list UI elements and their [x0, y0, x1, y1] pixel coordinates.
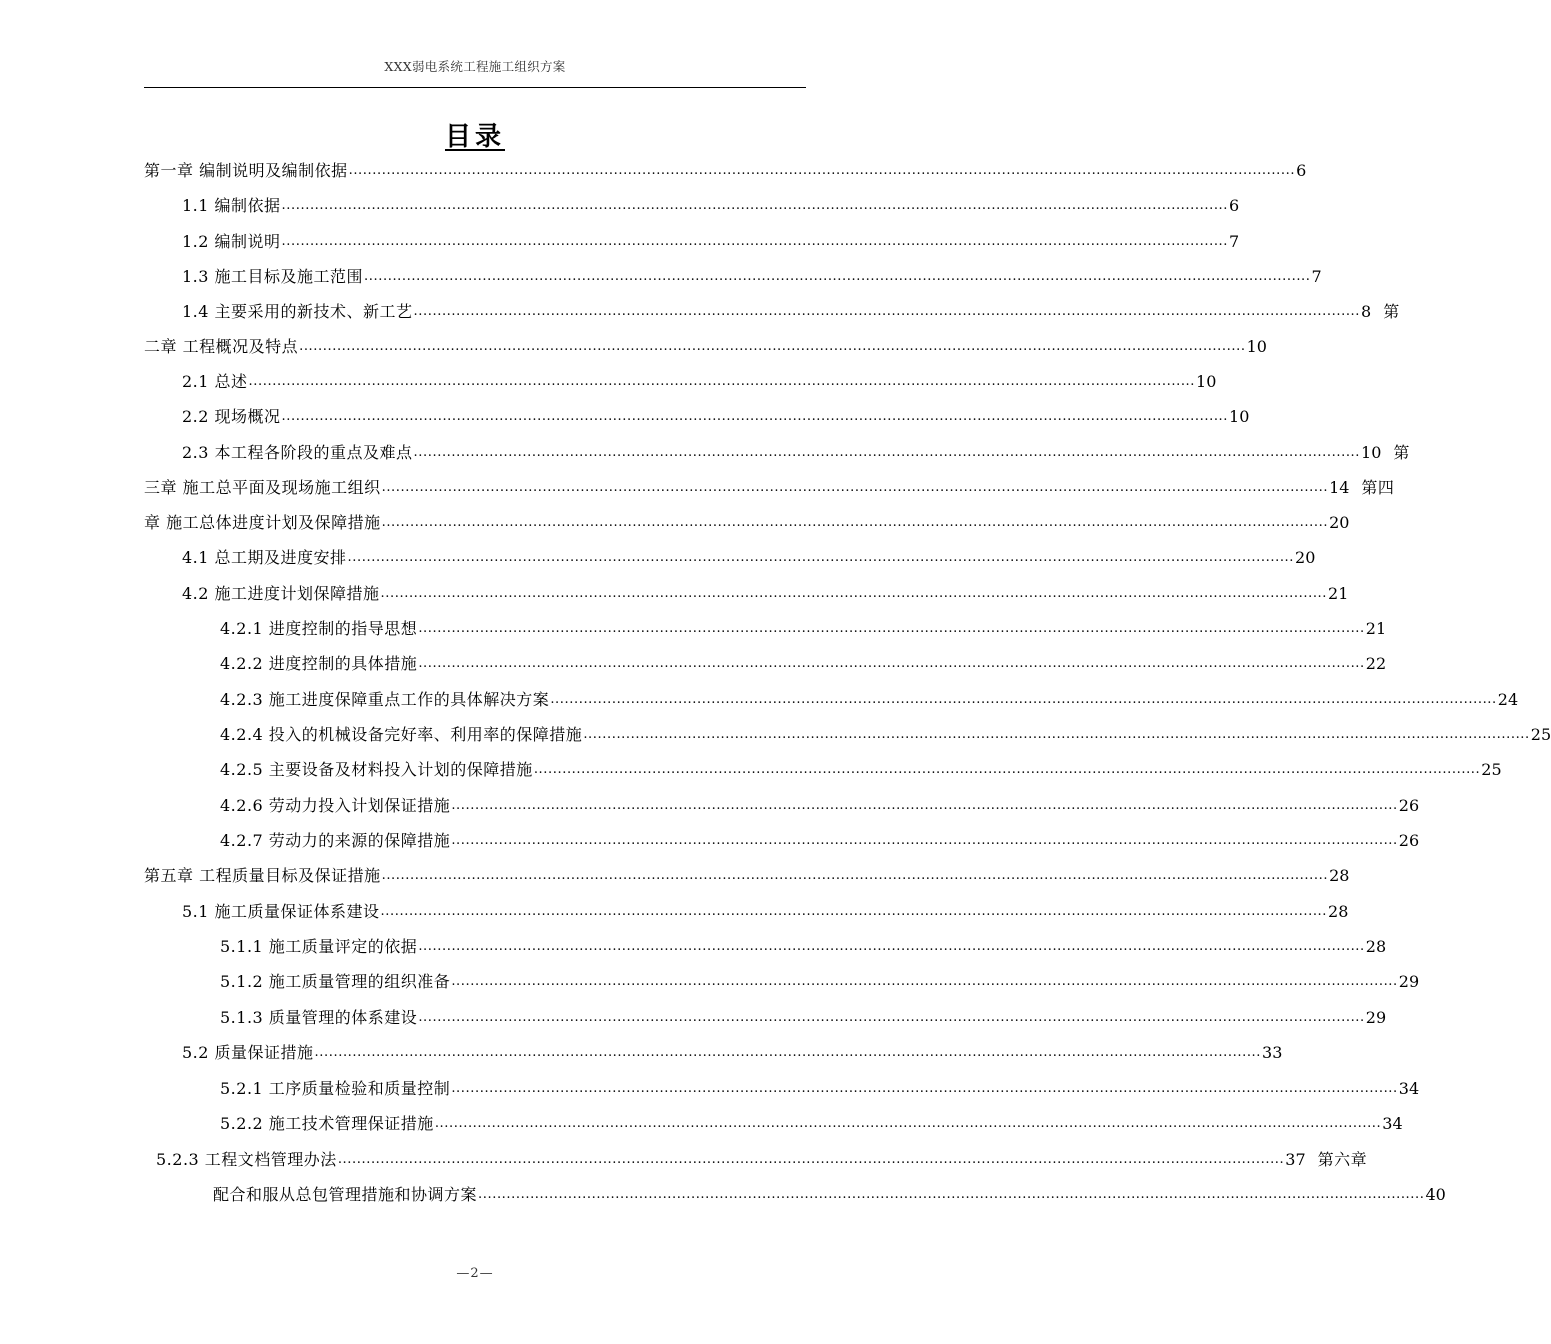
toc-entry[interactable]	[220, 1004, 1387, 1028]
toc-leader-dots: ........................................................................................................................................................................................................	[281, 409, 1229, 424]
toc-entry-page: 10	[1196, 372, 1217, 391]
toc-entry[interactable]	[182, 544, 1316, 568]
toc-leader-dots: ........................................................................................................................................................................................................	[348, 163, 1296, 178]
toc-entry[interactable]	[144, 333, 1267, 357]
toc-entry-page: 10	[1361, 443, 1382, 462]
toc-entry-continuation: 第六章	[1317, 1150, 1368, 1169]
page-number: —2—	[456, 1266, 494, 1281]
toc-entry-page: 28	[1329, 866, 1350, 885]
toc-entry[interactable]	[213, 1181, 1446, 1205]
toc-entry-page: 26	[1398, 796, 1420, 815]
toc-entry[interactable]	[182, 298, 1400, 322]
toc-entry-page: 37	[1285, 1150, 1306, 1169]
toc-leader-dots: ........................................................................................................................................................................................................	[418, 939, 1365, 954]
toc-entry-label: 4.2.2 进度控制的具体措施	[220, 654, 418, 673]
page-title	[0, 116, 950, 153]
toc-entry-label: 二章 工程概况及特点	[144, 337, 299, 356]
toc-entry[interactable]	[144, 157, 1307, 181]
toc-entry[interactable]	[220, 968, 1420, 992]
toc-entry-page: 25	[1530, 725, 1551, 744]
toc-entry-label: 三章 施工总平面及现场施工组织	[144, 478, 381, 497]
toc-entry-page: 22	[1365, 654, 1387, 673]
toc-entry[interactable]	[220, 792, 1420, 816]
toc-entry-label: 4.2.5 主要设备及材料投入计划的保障措施	[220, 760, 533, 779]
toc-entry-label: 4.1 总工期及进度安排	[182, 548, 347, 567]
toc-entry[interactable]	[182, 580, 1349, 604]
toc-entry-page: 40	[1425, 1185, 1446, 1204]
toc-entry[interactable]	[182, 192, 1240, 216]
toc-entry-label: 2.1 总述	[182, 372, 248, 391]
toc-leader-dots: ........................................................................................................................................................................................................	[413, 304, 1361, 319]
toc-entry-label: 1.4 主要采用的新技术、新工艺	[182, 302, 413, 321]
toc-leader-dots: ........................................................................................................................................................................................................	[550, 692, 1497, 707]
toc-leader-dots: ........................................................................................................................................................................................................	[434, 1116, 1382, 1131]
toc-entry-label: 5.1 施工质量保证体系建设	[182, 902, 380, 921]
toc-entry-page: 7	[1229, 232, 1240, 251]
toc-entry-continuation: 第四	[1361, 478, 1395, 497]
toc-entry-label: 4.2.7 劳动力的来源的保障措施	[220, 831, 451, 850]
page-title-text: 目录	[444, 122, 505, 152]
toc-entry-label: 4.2.1 进度控制的指导思想	[220, 619, 418, 638]
toc-entry-page: 29	[1365, 1008, 1387, 1027]
toc-entry-label: 1.2 编制说明	[182, 232, 281, 251]
toc-entry-page: 21	[1365, 619, 1387, 638]
toc-entry-continuation: 第	[1393, 443, 1410, 462]
toc-leader-dots: ........................................................................................................................................................................................................	[347, 550, 1295, 565]
toc-entry-page: 7	[1311, 267, 1322, 286]
toc-leader-dots: ........................................................................................................................................................................................................	[381, 515, 1329, 530]
toc-entry[interactable]	[182, 898, 1349, 922]
toc-entry-label: 4.2 施工进度计划保障措施	[182, 584, 380, 603]
toc-entry-label: 章 施工总体进度计划及保障措施	[144, 513, 381, 532]
toc-entry-label: 4.2.6 劳动力投入计划保证措施	[220, 796, 451, 815]
toc-entry-label: 5.2.1 工序质量检验和质量控制	[220, 1079, 451, 1098]
toc-entry-label: 5.2.3 工程文档管理办法	[156, 1150, 337, 1169]
toc-leader-dots: ........................................................................................................................................................................................................	[248, 374, 1196, 389]
toc-leader-dots: ........................................................................................................................................................................................................	[381, 868, 1329, 883]
toc-entry-page: 26	[1398, 831, 1420, 850]
toc-leader-dots: ........................................................................................................................................................................................................	[451, 1081, 1398, 1096]
toc-entry[interactable]	[182, 228, 1240, 252]
toc-entry-page: 33	[1262, 1043, 1283, 1062]
toc-leader-dots: ........................................................................................................................................................................................................	[583, 727, 1530, 742]
toc-leader-dots: ........................................................................................................................................................................................................	[451, 974, 1398, 989]
toc-entry-label: 5.2 质量保证措施	[182, 1043, 314, 1062]
toc-entry[interactable]	[220, 933, 1387, 957]
toc-entry[interactable]	[156, 1146, 1368, 1170]
toc-leader-dots: ........................................................................................................................................................................................................	[364, 269, 1311, 284]
toc-entry-page: 28	[1328, 902, 1349, 921]
toc-entry-page: 8	[1361, 302, 1372, 321]
toc-leader-dots: ........................................................................................................................................................................................................	[451, 798, 1398, 813]
toc-leader-dots: ........................................................................................................................................................................................................	[418, 621, 1365, 636]
toc-entry-continuation: 第	[1383, 302, 1400, 321]
toc-entry-label: 第五章 工程质量目标及保证措施	[144, 866, 381, 885]
toc-leader-dots: ........................................................................................................................................................................................................	[478, 1187, 1425, 1202]
toc-entry[interactable]	[182, 403, 1250, 427]
toc-entry[interactable]	[220, 1075, 1420, 1099]
toc-entry-page: 34	[1398, 1079, 1420, 1098]
toc-leader-dots: ........................................................................................................................................................................................................	[413, 445, 1361, 460]
toc-entry[interactable]	[220, 1110, 1403, 1134]
toc-leader-dots: ........................................................................................................................................................................................................	[281, 234, 1229, 249]
toc-entry-label: 1.3 施工目标及施工范围	[182, 267, 364, 286]
toc-entry[interactable]	[220, 827, 1420, 851]
toc-entry-label: 5.1.2 施工质量管理的组织准备	[220, 972, 451, 991]
toc-leader-dots: ........................................................................................................................................................................................................	[381, 480, 1329, 495]
toc-entry[interactable]	[220, 615, 1387, 639]
toc-entry-page: 25	[1481, 760, 1502, 779]
toc-entry-label: 1.1 编制依据	[182, 196, 281, 215]
toc-leader-dots: ........................................................................................................................................................................................................	[380, 904, 1328, 919]
toc-entry[interactable]	[182, 368, 1217, 392]
toc-leader-dots: ........................................................................................................................................................................................................	[418, 656, 1365, 671]
toc-entry-page: 20	[1295, 548, 1316, 567]
toc-leader-dots: ........................................................................................................................................................................................................	[380, 586, 1328, 601]
toc-leader-dots: ........................................................................................................................................................................................................	[337, 1152, 1285, 1167]
toc-entry-page: 14	[1329, 478, 1350, 497]
toc-entry-label: 5.1.3 质量管理的体系建设	[220, 1008, 418, 1027]
toc-entry-page: 21	[1328, 584, 1349, 603]
toc-entry-page: 10	[1246, 337, 1267, 356]
toc-leader-dots: ........................................................................................................................................................................................................	[451, 833, 1398, 848]
toc-entry[interactable]	[182, 1039, 1283, 1063]
toc-entry-page: 28	[1365, 937, 1387, 956]
toc-entry-page: 29	[1398, 972, 1420, 991]
toc-entry[interactable]	[220, 650, 1387, 674]
toc-entry[interactable]	[220, 721, 1551, 745]
toc-entry-label: 5.2.2 施工技术管理保证措施	[220, 1114, 434, 1133]
header-rule	[144, 87, 806, 88]
toc-entry-page: 6	[1229, 196, 1240, 215]
toc-entry-page: 20	[1329, 513, 1350, 532]
toc-entry-label: 4.2.4 投入的机械设备完好率、利用率的保障措施	[220, 725, 583, 744]
toc-entry[interactable]	[182, 439, 1410, 463]
toc-entry-label: 4.2.3 施工进度保障重点工作的具体解决方案	[220, 690, 550, 709]
toc-entry-label: 第一章 编制说明及编制依据	[144, 161, 348, 180]
toc-entry-page: 10	[1229, 407, 1250, 426]
toc-entry[interactable]	[144, 862, 1350, 886]
toc-entry[interactable]	[182, 263, 1322, 287]
toc-leader-dots: ........................................................................................................................................................................................................	[418, 1010, 1365, 1025]
toc-entry-label: 2.3 本工程各阶段的重点及难点	[182, 443, 413, 462]
toc-entry[interactable]	[144, 509, 1350, 533]
toc-entry[interactable]	[144, 474, 1395, 498]
toc-leader-dots: ........................................................................................................................................................................................................	[533, 762, 1481, 777]
toc-leader-dots: ........................................................................................................................................................................................................	[299, 339, 1246, 354]
toc-entry[interactable]	[220, 686, 1519, 710]
running-header: XXX弱电系统工程施工组织方案	[384, 59, 566, 74]
toc-entry[interactable]	[220, 756, 1502, 780]
toc-leader-dots: ........................................................................................................................................................................................................	[314, 1045, 1262, 1060]
toc-entry-page: 24	[1497, 690, 1519, 709]
toc-leader-dots: ........................................................................................................................................................................................................	[281, 198, 1229, 213]
toc-entry-label: 5.1.1 施工质量评定的依据	[220, 937, 418, 956]
toc-entry-page: 6	[1296, 161, 1307, 180]
toc-entry-page: 34	[1382, 1114, 1403, 1133]
toc-entry-label: 2.2 现场概况	[182, 407, 281, 426]
toc-entry-label: 配合和服从总包管理措施和协调方案	[213, 1185, 478, 1204]
